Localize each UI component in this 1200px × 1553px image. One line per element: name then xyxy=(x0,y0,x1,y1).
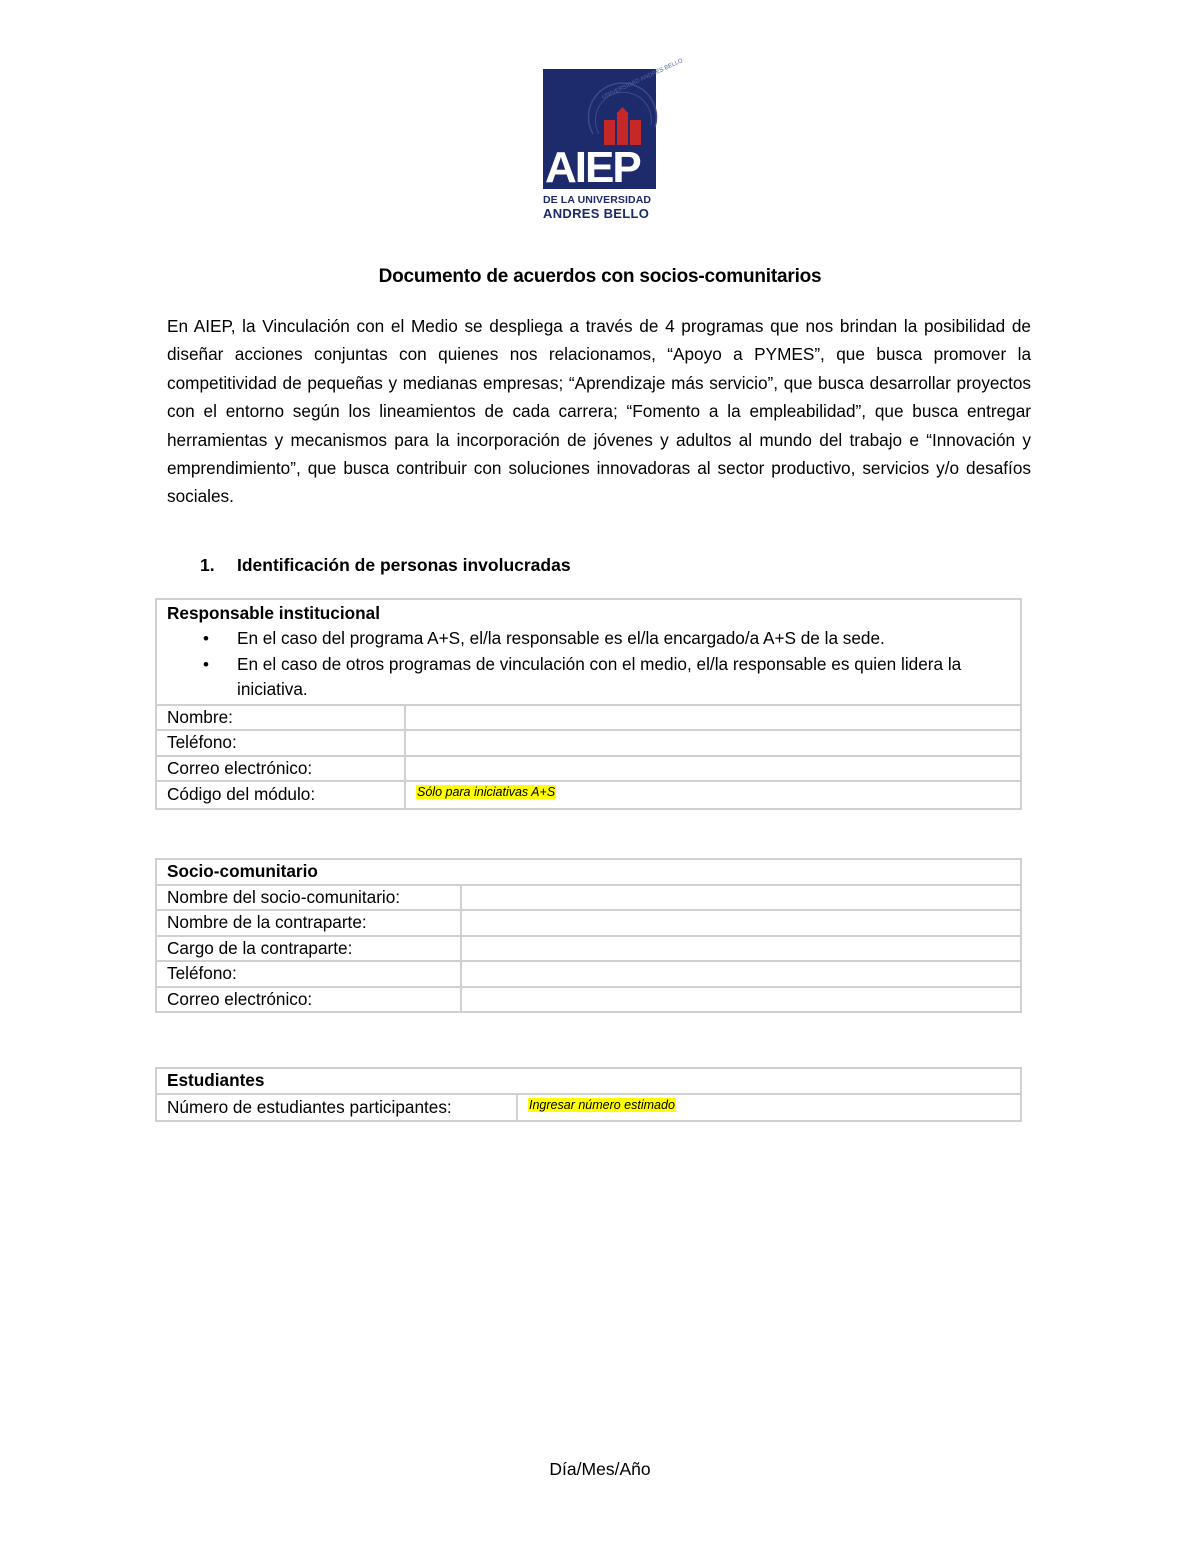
table-row xyxy=(156,1094,1021,1122)
socio-heading: Socio-comunitario xyxy=(156,859,1021,885)
bullet-icon: • xyxy=(203,629,209,648)
estudiantes-heading: Estudiantes xyxy=(156,1068,1021,1094)
table-row xyxy=(156,987,1021,1013)
contraparte-cargo-field[interactable] xyxy=(461,936,1021,962)
contraparte-nombre-field[interactable] xyxy=(461,910,1021,936)
numero-estudiantes-field[interactable] xyxy=(517,1094,1021,1122)
field-label: Teléfono: xyxy=(156,961,461,987)
responsable-table xyxy=(155,598,1022,810)
table-row xyxy=(156,705,1021,731)
hint-highlight: Sólo para iniciativas A+S xyxy=(417,785,556,799)
field-label: Nombre del socio-comunitario: xyxy=(156,885,461,911)
table-row xyxy=(156,781,1021,809)
section-heading xyxy=(200,555,571,576)
estudiantes-table xyxy=(155,1067,1022,1122)
logo-subline-2: ANDRES BELLO xyxy=(543,206,650,221)
socio-telefono-field[interactable] xyxy=(461,961,1021,987)
field-label: Correo electrónico: xyxy=(156,756,405,782)
bullet-text: En el caso del programa A+S, el/la responsable es el/la encargado/a A+S de la sede. xyxy=(237,628,885,648)
socio-nombre-field[interactable] xyxy=(461,885,1021,911)
logo-emblem xyxy=(543,58,684,192)
table-row xyxy=(156,961,1021,987)
bullet-item xyxy=(167,626,1010,652)
correo-field[interactable] xyxy=(405,756,1021,782)
field-label: Teléfono: xyxy=(156,730,405,756)
socio-table xyxy=(155,858,1022,1013)
table-row xyxy=(156,910,1021,936)
field-label: Correo electrónico: xyxy=(156,987,461,1013)
hint-highlight: Ingresar número estimado xyxy=(529,1097,675,1112)
document-title: Documento de acuerdos con socios-comunitarios xyxy=(378,266,822,287)
logo-subtitle xyxy=(543,193,668,221)
table-row xyxy=(156,936,1021,962)
table-row xyxy=(156,885,1021,911)
bullet-text: En el caso de otros programas de vinculación con el medio, el/la responsable es quien lidera la iniciativa. xyxy=(237,653,962,699)
bullet-item xyxy=(167,652,1010,703)
intro-paragraph: En AIEP, la Vinculación con el Medio se despliega a través de 4 programas que nos brindan la posibilidad de diseñar acciones conjuntas con quienes nos relacionamos, “Apoyo a PYMES”, que busca promover la competitividad de pequeñas y medianas empresas; “Aprendizaje más servicio”, que busca desarrollar proyectos con el entorno según los lineamientos de cada carrera; “Fomento a la empleabilidad”, que busca entregar herramientas y mecanismos para la incorporación de jóvenes y adultos al mundo del trabajo e “Innovación y emprendimiento”, que busca contribuir con soluciones innovadoras al sector productivo, servicios y/o desafíos sociales. xyxy=(167,316,1031,507)
codigo-modulo-field[interactable] xyxy=(405,781,1021,809)
table-row xyxy=(156,756,1021,782)
field-label: Nombre: xyxy=(156,705,405,731)
logo-subline-1: DE LA UNIVERSIDAD xyxy=(543,194,652,206)
table-row xyxy=(156,730,1021,756)
nombre-field[interactable] xyxy=(405,705,1021,731)
date-footer: Día/Mes/Año xyxy=(549,1459,651,1479)
responsable-bullets xyxy=(167,626,1010,703)
logo-wordmark: AIEP xyxy=(545,143,640,192)
field-label: Número de estudiantes participantes: xyxy=(156,1094,517,1122)
section-number: 1. xyxy=(200,555,215,575)
field-label: Nombre de la contraparte: xyxy=(156,910,461,936)
telefono-field[interactable] xyxy=(405,730,1021,756)
section-title: Identificación de personas involucradas xyxy=(237,555,571,575)
responsable-heading: Responsable institucional xyxy=(167,603,380,623)
aiep-logo xyxy=(543,58,684,192)
bullet-icon: • xyxy=(203,654,209,674)
logo-arc-text: UNIVERSIDAD ANDRES BELLO xyxy=(601,58,684,101)
field-label: Código del módulo: xyxy=(156,781,405,809)
socio-correo-field[interactable] xyxy=(461,987,1021,1013)
field-label: Cargo de la contraparte: xyxy=(156,936,461,962)
responsable-header-cell xyxy=(156,599,1021,705)
